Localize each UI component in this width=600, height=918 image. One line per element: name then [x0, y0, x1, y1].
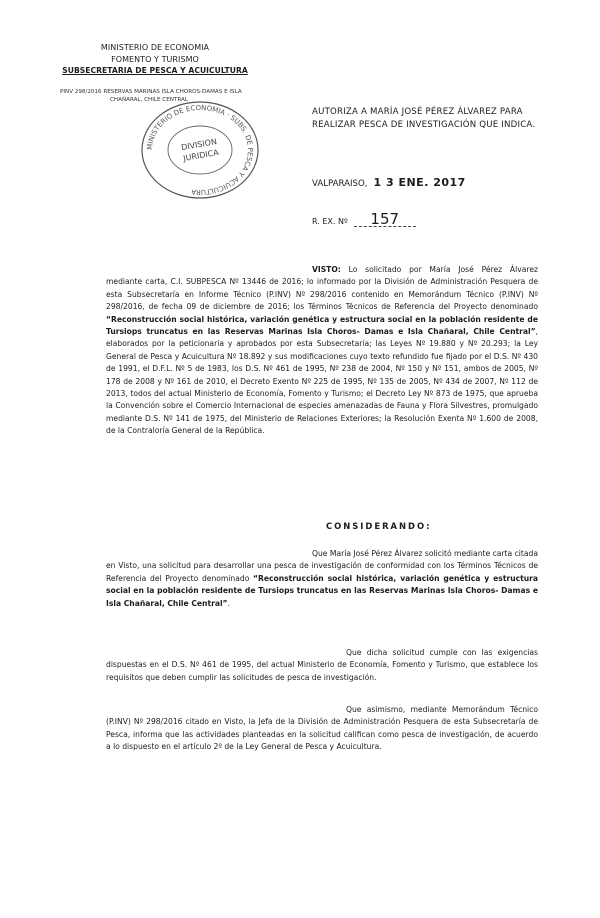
letterhead: [60, 42, 250, 77]
date-place: VALPARAISO,: [312, 179, 368, 189]
visto-text-1: Lo solicitado por María José Pérez Álvarez mediante carta, C.I. SUBPESCA Nº 13446 de 2016; lo informado por la División de Administración Pesquera de esta Subsecretaría en Informe Técnico (P.INV) Nº 298/2016 contenido en Memorándum Técnico (P.INV) Nº 298/2016, de fecha 09 de diciembre de 2016; los Términos Técnicos de Referencia del Proyecto denominado: [106, 265, 538, 312]
resolution-number-line: [312, 212, 416, 227]
visto-text-2: , elaborados por la peticionaria y aprobados por esta Subsecretaría; las Leyes Nº 19.880 y Nº 20.293; la Ley General de Pesca y Acuicultura Nº 18.892 y sus modificaciones cuyo texto refundido fue fijado por el D.S. Nº 430 de 1991, el D.F.L. Nº 5 de 1983, los D.S. Nº 461 de 1995, Nº 238 de 2004, Nº 150 y Nº 151, ambos de 2005, Nº 178 de 2008 y Nº 161 de 2010, el Decreto Exento Nº 225 de 1995, Nº 135 de 2005, Nº 434 de 2007, Nº 112 de 2013, todos del actual Ministerio de Economía, Fomento y Turismo; el Decreto Ley Nº 873 de 1975, que aprueba la Convención sobre el Comercio Internacional de especies amenazadas de Fauna y Flora Silvestres, promulgado mediante D.S. Nº 141 de 1975, del Ministerio de Relaciones Exteriores; la Resolución Exenta Nº 1.600 de 2008, de la Contraloría General de la República.: [106, 327, 538, 436]
considerando-p1-text: Que María José Pérez Álvarez solicitó mediante carta citada en Visto, una solicitud para desarrollar una pesca de investigación de conformidad con los Términos Técnicos de Referencia del Proyecto denominado: [106, 549, 538, 583]
considerando-p1-end: .: [227, 598, 230, 608]
considerando-paragraph-1: [106, 548, 538, 610]
stamp-center-line2: JURIDICA: [182, 147, 220, 163]
resolution-number-label: R. EX. Nº: [312, 217, 348, 226]
considerando-paragraph-3: [106, 704, 538, 754]
considerando-p1-project: “Reconstrucción social histórica, variación genética y estructura social en la población residente de Tursiops truncatus en las Reservas Marinas Isla Choros- Damas e Isla Chañaral, Chile Central”: [106, 573, 539, 608]
stamp-ring-text: MINISTERIO DE ECONOMIA · SUBS. DE PESCA Y ACUICULTURA: [145, 103, 255, 197]
reference-line-2: CHAÑARAL, CHILE CENTRAL: [110, 97, 188, 103]
ministry-name: MINISTERIO DE ECONOMIA: [100, 43, 210, 52]
visto-section: [106, 264, 538, 438]
resolution-number: 157: [354, 212, 416, 227]
considerando-p3-text: Que asimismo, mediante Memorándum Técnico (P.INV) Nº 298/2016 citado en Visto, la Jefa de la División de Administración Pesquera de esta Subsecretaría de Pesca, informa que las actividades planteadas en la solicitud califican como pesca de investigación, de acuerdo a lo dispuesto en el artículo 2º de la Ley General de Pesca y Acuicultura.: [106, 705, 538, 752]
division-juridica-stamp: [130, 96, 270, 204]
resolution-title: AUTORIZA A MARÍA JOSÉ PÉREZ ÁLVAREZ PARA REALIZAR PESCA DE INVESTIGACIÓN QUE INDICA.: [312, 107, 536, 130]
ministry-subtitle: FOMENTO Y TURISMO: [111, 54, 199, 64]
considerando-paragraph-2: [106, 647, 538, 684]
subsecretaria-name: SUBSECRETARIA DE PESCA Y ACUICULTURA: [62, 66, 248, 75]
considerando-heading: CONSIDERANDO:: [326, 521, 432, 531]
date-line: [312, 176, 466, 189]
svg-text:MINISTERIO DE ECONOMIA · SUBS.: [146, 104, 254, 196]
visto-label: VISTO:: [312, 265, 341, 274]
reference-line: PINV 298/2016 RESERVAS MARINAS ISLA CHOROS-DAMAS E ISLA: [60, 89, 242, 95]
considerando-p2-text: Que dicha solicitud cumple con las exigencias dispuestas en el D.S. Nº 461 de 1995, del actual Ministerio de Economía, Fomento y Turismo, que establece los requisitos que deben cumplir las solicitudes de pesca de investigación.: [106, 648, 538, 682]
visto-project-name: “Reconstrucción social histórica, variación genética y estructura social en la población residente de Tursiops truncatus en las Reservas Marinas Isla Choros- Damas e Isla Chañaral, Chile Central”: [106, 314, 538, 337]
date-stamp: 1 3 ENE. 2017: [373, 176, 466, 189]
stamp-center-line1: DIVISION: [180, 137, 218, 153]
